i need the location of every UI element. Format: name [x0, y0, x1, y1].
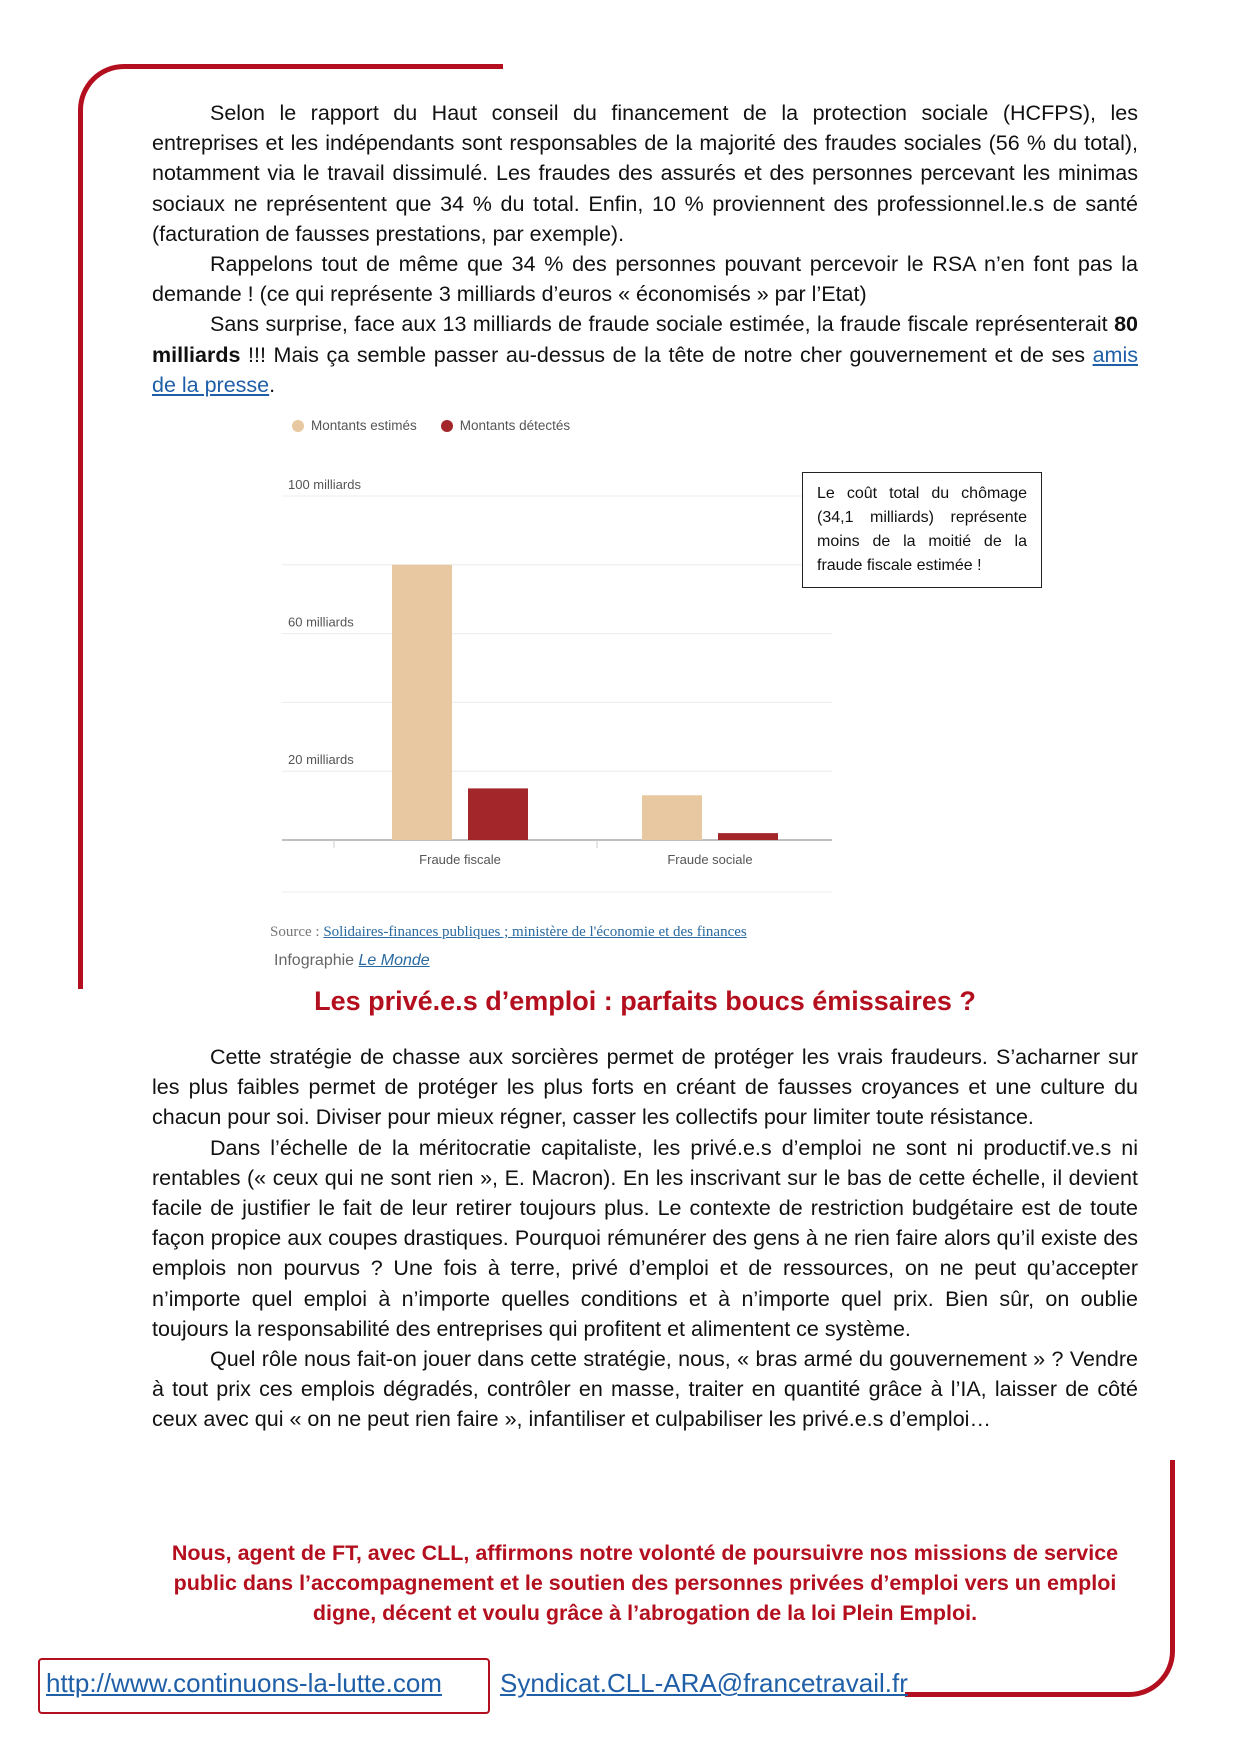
intro-p3-before: Sans surprise, face aux 13 milliards de fraude sociale estimée, la fraude fiscale représenterait: [210, 312, 1115, 337]
unemployment-callout: Le coût total du chômage (34,1 milliards) représente moins de la moitié de la fraude fiscale estimée !: [802, 472, 1042, 588]
intro-paragraph-3: [152, 309, 1138, 400]
body-paragraph-2: Dans l’échelle de la méritocratie capitaliste, les privé.e.s d’emploi ne sont ni productif.ve.s ni rentables (« ceux qui ne sont rien », E. Macron). En les inscrivant sur le bas de cette échelle, il devient facile de justifier le fait de leur retirer toujours plus. Le contexte de restriction budgétaire est de toute façon propice aux coupes drastiques. Pourquoi rémunérer des gens à ne rien faire alors qu’il existe des emplois non pourvus ? Une fois à terre, privé d’emploi et de ressources, on ne peut qu’accepter n’importe quel emploi à n’importe quelles conditions et à n’importe quel prix. Bien sûr, on oublie toujours la responsabilité des entreprises qui profitent et alimentent ce système.: [152, 1135, 1138, 1341]
fraud-chart: [262, 408, 1062, 978]
intro-p3-end: .: [269, 372, 276, 397]
credit-link[interactable]: Le Monde: [358, 952, 430, 969]
intro-p3-middle: !!! Mais ça semble passer au-dessus de la tête de notre cher gouvernement et de ses: [240, 342, 1093, 367]
bar-detected: [468, 788, 528, 840]
legend-label-detected: Montants détectés: [459, 418, 571, 433]
y-tick-label: 20 milliards: [288, 752, 354, 768]
credit-label: Infographie: [274, 952, 355, 969]
conclusion-statement: Nous, agent de FT, avec CLL, affirmons notre volonté de poursuivre nos missions de service public dans l’accompagnement et le soutien des personnes privées d’emploi vers un emploi digne, décent et voulu grâce à l’abrogation de la loi Plein Emploi.: [171, 1541, 1119, 1626]
chart-source: [270, 924, 747, 941]
intro-paragraph-1: Selon le rapport du Haut conseil du financement de la protection sociale (HCFPS), les entreprises et les indépendants sont responsables de la majorité des fraudes sociales (56 % du total), notamment via le travail dissimulé. Les fraudes des assurés et des personnes percevant les minimas sociaux ne représentent que 34 % du total. Enfin, 10 % proviennent des professionnel.le.s de santé (facturation de fausses prestations, par exemple).: [152, 101, 1138, 246]
chart-credit: [274, 952, 430, 970]
x-category-label: Fraude fiscale: [419, 852, 501, 867]
y-tick-label: 100 milliards: [288, 477, 361, 492]
email-link[interactable]: Syndicat.CLL-ARA@francetravail.fr: [500, 1668, 908, 1698]
bar-estimated: [642, 795, 702, 840]
y-tick-label: 60 milliards: [288, 614, 354, 630]
source-link[interactable]: Solidaires-finances publiques ; ministère de l'économie et des finances: [323, 924, 747, 940]
bar-detected: [718, 833, 778, 840]
x-category-label: Fraude sociale: [667, 852, 753, 867]
body-paragraph-3: Quel rôle nous fait-on jouer dans cette stratégie, nous, « bras armé du gouvernement » ? Vendre à tout prix ces emplois dégradés, contrôler en masse, traiter en quantité grâce à l’IA, laisser de côté ceux avec qui « on ne peut rien faire », infantiliser et culpabiliser les privé.e.s d’emploi…: [152, 1347, 1138, 1432]
bar-estimated: [392, 565, 452, 840]
body-text: [152, 1042, 1138, 1435]
fiscal-fraud-amount: 80 milliards: [152, 312, 1138, 367]
body-paragraph-1: Cette stratégie de chasse aux sorcières permet de protéger les vrais fraudeurs. S’acharner sur les plus faibles permet de protéger les plus forts en créant de fausses croyances et une culture du chacun pour soi. Diviser pour mieux régner, casser les collectifs pour limiter toute résistance.: [152, 1045, 1138, 1130]
website-link[interactable]: http://www.continuons-la-lutte.com: [46, 1668, 442, 1698]
intro-text: [152, 98, 1138, 400]
legend-label-estimated: Montants estimés: [311, 418, 417, 433]
section-title: Les privé.e.s d’emploi : parfaits boucs émissaires ?: [314, 986, 976, 1016]
press-link[interactable]: amis de la presse: [152, 342, 1138, 397]
intro-paragraph-2: Rappelons tout de même que 34 % des personnes pouvant percevoir le RSA n’en font pas la demande ! (ce qui représente 3 milliards d’euros « économisés » par l’Etat): [152, 252, 1138, 307]
source-label: Source :: [270, 924, 320, 940]
